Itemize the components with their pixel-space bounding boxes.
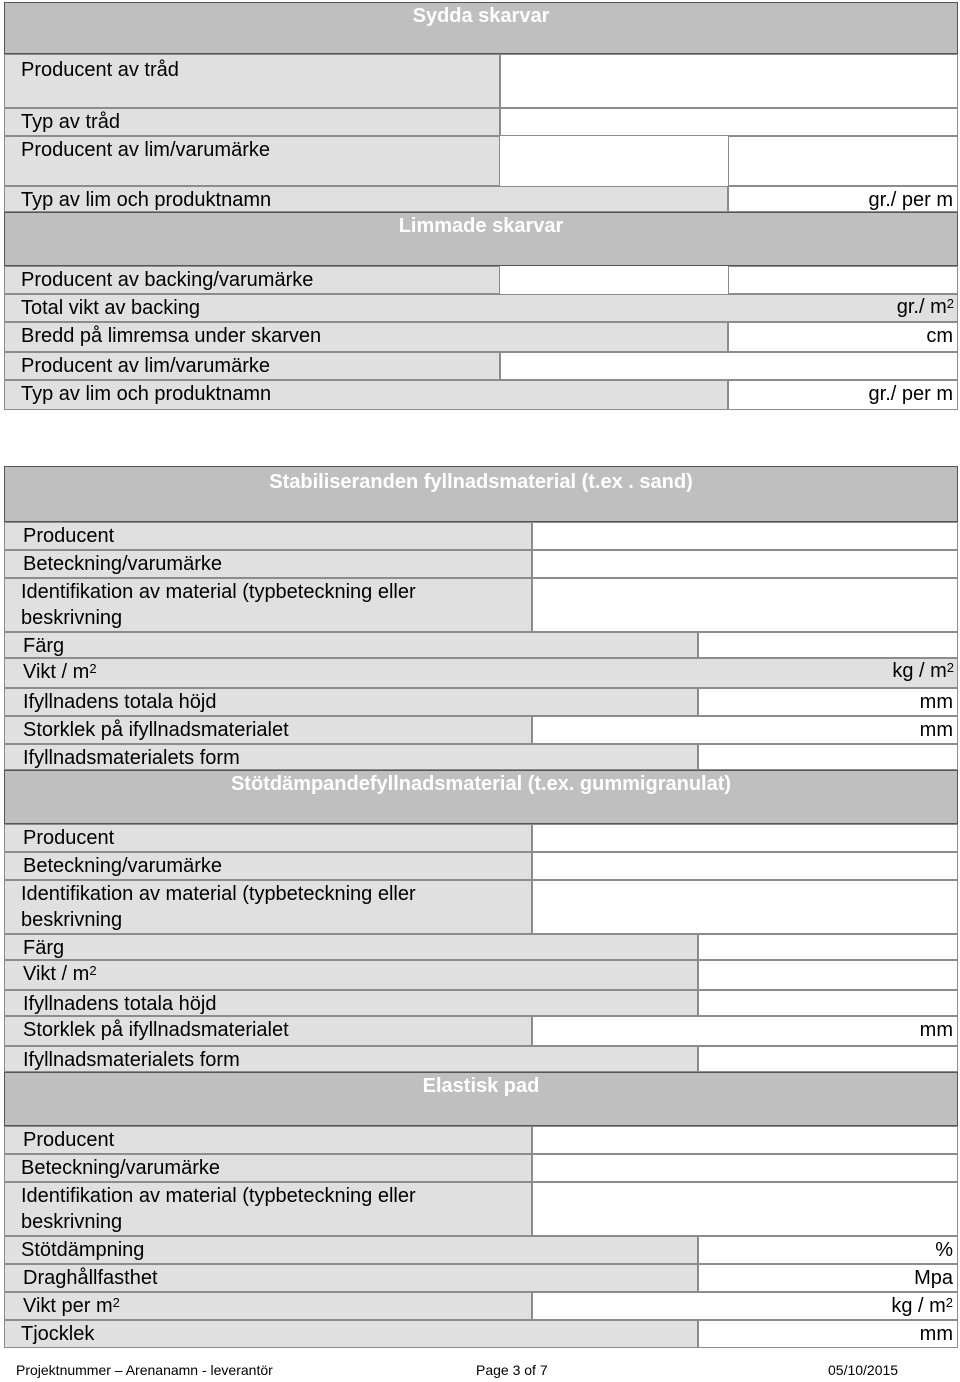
field-label: Producent av lim/varumärke xyxy=(4,352,500,380)
form-row xyxy=(4,1292,958,1320)
field-label: Storklek på ifyllnadsmaterialet xyxy=(4,1016,532,1046)
value-cell[interactable] xyxy=(532,1292,958,1320)
value-cell[interactable] xyxy=(698,934,958,960)
label-line: Identifikation av material (typbeteckning eller xyxy=(21,883,416,905)
unit-label: kg / $m^2$ xyxy=(891,1295,953,1317)
label-line: Identifikation av material (typbeteckning eller xyxy=(21,1185,416,1207)
field-label xyxy=(4,1182,532,1236)
form-row xyxy=(4,578,958,632)
value-cell[interactable] xyxy=(532,578,958,632)
value-cell[interactable] xyxy=(698,632,958,658)
form-row xyxy=(4,658,958,688)
unit-label: Mpa xyxy=(914,1267,953,1289)
form-row xyxy=(4,294,958,322)
unit-label: gr./ per m xyxy=(868,189,953,211)
field-label: Producent xyxy=(4,522,532,550)
field-label: Färg xyxy=(4,934,698,960)
form-row xyxy=(4,136,958,186)
footer-project: Projektnummer – Arenanamn - leverantör xyxy=(16,1362,273,1378)
section-header-sydda xyxy=(4,2,958,54)
form-row xyxy=(4,1154,958,1182)
unit-label: mm xyxy=(919,1323,953,1345)
section-title: Limmade skarvar xyxy=(398,215,564,237)
unit-label: kg / $m^2$ xyxy=(892,660,954,682)
value-cell[interactable] xyxy=(698,744,958,770)
field-label xyxy=(4,578,532,632)
field-label: Vikt per $m^2$ xyxy=(4,1292,532,1320)
form-row xyxy=(4,1320,958,1348)
unit-label: mm xyxy=(919,691,953,713)
value-cell[interactable] xyxy=(500,352,958,380)
field-label: Bredd på limremsa under skarven xyxy=(4,322,728,352)
field-label: Tjocklek xyxy=(4,1320,698,1348)
field-label xyxy=(4,880,532,934)
value-cell[interactable] xyxy=(532,1182,958,1236)
form-row xyxy=(4,880,958,934)
value-cell[interactable] xyxy=(532,1154,958,1182)
value-cell[interactable] xyxy=(532,824,958,852)
field-label: Ifyllnadsmaterialets form xyxy=(4,1046,698,1072)
form-row xyxy=(4,632,958,658)
value-cell[interactable] xyxy=(500,108,958,136)
section-title: Sydda skarvar xyxy=(412,5,550,27)
field-label: Färg xyxy=(4,632,698,658)
section-title: Stabiliseranden fyllnadsmaterial (t.ex . sand) xyxy=(269,471,693,493)
form-row xyxy=(4,522,958,550)
value-cell[interactable] xyxy=(532,716,958,744)
unit-label: % xyxy=(935,1239,953,1261)
field-label: Stötdämpning xyxy=(4,1236,698,1264)
field-label: Typ av lim och produktnamn xyxy=(4,380,728,410)
section-header-stot xyxy=(4,770,958,824)
form-row xyxy=(4,322,958,352)
field-label: Beteckning/varumärke xyxy=(4,852,532,880)
unit-label: mm xyxy=(919,719,953,741)
footer-page-number: Page 3 of 7 xyxy=(476,1362,548,1378)
section-title: Elastisk pad xyxy=(422,1075,540,1097)
unit-label: gr./ $m^2$ xyxy=(896,296,954,318)
field-label: Total vikt av backing xyxy=(4,294,958,322)
value-cell[interactable] xyxy=(532,880,958,934)
field-label: Producent xyxy=(4,1126,532,1154)
form-row xyxy=(4,1126,958,1154)
form-row xyxy=(4,54,958,108)
form-row xyxy=(4,550,958,578)
field-label: Typ av tråd xyxy=(4,108,500,136)
footer-date: 05/10/2015 xyxy=(828,1362,899,1378)
form-row xyxy=(4,1016,958,1046)
form-row xyxy=(4,852,958,880)
field-label: Producent av lim/varumärke xyxy=(4,136,500,186)
label-line: beskrivning xyxy=(21,607,123,629)
form-row xyxy=(4,744,958,770)
value-cell[interactable] xyxy=(728,266,958,294)
unit-label: mm xyxy=(919,1019,953,1041)
section-header-stabil xyxy=(4,466,958,522)
form-row xyxy=(4,1182,958,1236)
field-label: Vikt / $m^2$ xyxy=(4,960,698,990)
form-row xyxy=(4,990,958,1016)
value-cell[interactable] xyxy=(532,550,958,578)
value-cell[interactable] xyxy=(698,1320,958,1348)
field-label: Producent av tråd xyxy=(4,54,500,108)
value-cell[interactable] xyxy=(728,380,958,410)
field-label: Vikt / $m^2$ xyxy=(4,658,958,688)
field-label: Typ av lim och produktnamn xyxy=(4,186,728,212)
form-row xyxy=(4,1236,958,1264)
field-label: Beteckning/varumärke xyxy=(4,1154,532,1182)
section-header-limmade xyxy=(4,212,958,266)
form-row xyxy=(4,352,958,380)
value-cell[interactable] xyxy=(532,1016,958,1046)
value-cell[interactable] xyxy=(698,960,958,990)
unit-label: gr./ per m xyxy=(868,383,953,405)
value-cell[interactable] xyxy=(728,322,958,352)
value-cell[interactable] xyxy=(728,186,958,212)
field-label: Storklek på ifyllnadsmaterialet xyxy=(4,716,532,744)
field-label: Ifyllnadens totala höjd xyxy=(4,990,698,1016)
value-cell[interactable] xyxy=(532,852,958,880)
form-row xyxy=(4,380,958,410)
field-label: Draghållfasthet xyxy=(4,1264,698,1292)
value-cell[interactable] xyxy=(532,1126,958,1154)
field-label: Producent av backing/varumärke xyxy=(4,266,500,294)
value-cell[interactable] xyxy=(698,688,958,716)
value-cell[interactable] xyxy=(698,1046,958,1072)
value-cell[interactable] xyxy=(698,1264,958,1292)
form-row xyxy=(4,108,958,136)
field-label: Ifyllnadens totala höjd xyxy=(4,688,698,716)
value-cell[interactable] xyxy=(698,1236,958,1264)
label-line: beskrivning xyxy=(21,1211,123,1233)
label-line: beskrivning xyxy=(21,909,123,931)
value-cell[interactable] xyxy=(728,136,958,186)
form-row xyxy=(4,1264,958,1292)
value-cell[interactable] xyxy=(500,54,958,108)
label-line: Identifikation av material (typbeteckning eller xyxy=(21,581,416,603)
form-row xyxy=(4,1046,958,1072)
form-row xyxy=(4,960,958,990)
form-row xyxy=(4,186,958,212)
section-header-pad xyxy=(4,1072,958,1126)
field-label: Beteckning/varumärke xyxy=(4,550,532,578)
value-cell[interactable] xyxy=(698,990,958,1016)
field-label: Producent xyxy=(4,824,532,852)
form-row xyxy=(4,716,958,744)
unit-label: cm xyxy=(926,325,953,347)
form-row xyxy=(4,688,958,716)
field-label: Ifyllnadsmaterialets form xyxy=(4,744,698,770)
value-cell[interactable] xyxy=(532,522,958,550)
form-row xyxy=(4,824,958,852)
form-row xyxy=(4,934,958,960)
form-row xyxy=(4,266,958,294)
section-title: Stötdämpandefyllnadsmaterial (t.ex. gummigranulat) xyxy=(230,773,732,795)
